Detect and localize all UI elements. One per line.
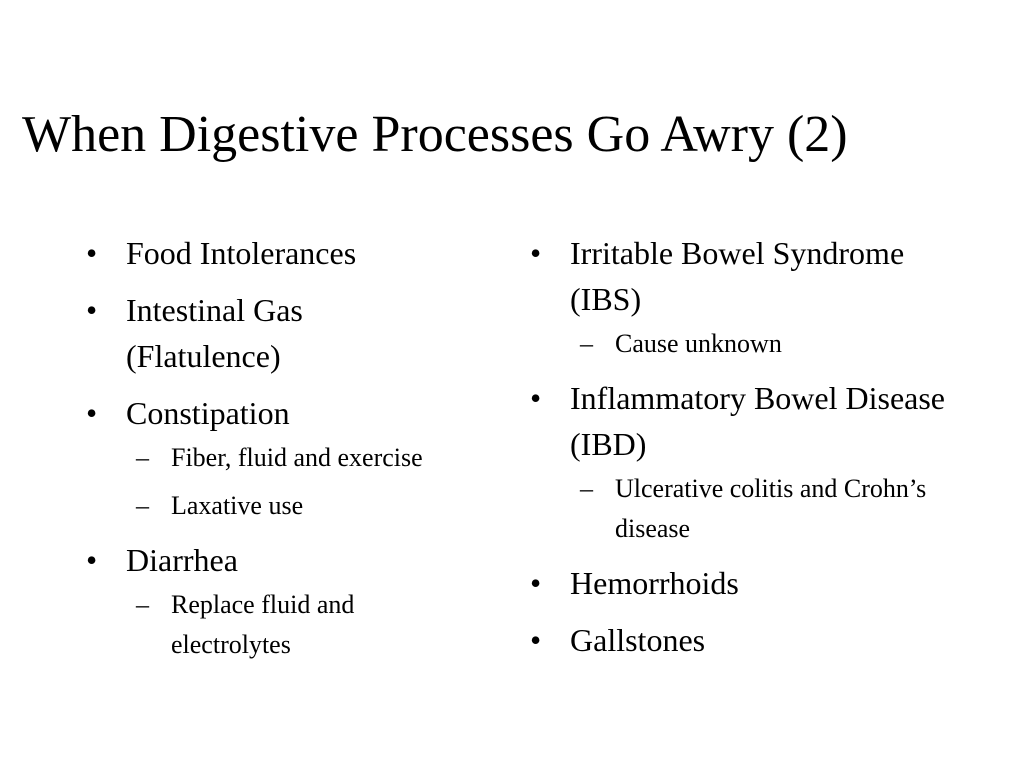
bullet-item [530,375,950,549]
bullet-item [86,230,446,276]
sub-bullet-marker: – [136,590,149,619]
sub-bullet-list [570,324,950,364]
bullet-label: Constipation [126,395,290,431]
sub-bullet-label: Fiber, fluid and exercise [171,443,423,472]
right-bullet-list [530,230,950,674]
bullet-label: Food Intolerances [126,235,357,271]
sub-bullet-list [126,585,446,665]
bullet-marker: • [86,235,98,271]
sub-bullet-item [126,486,446,526]
sub-bullet-label: Replace fluid and electrolytes [171,590,355,659]
sub-bullet-marker: – [136,443,149,472]
sub-bullet-marker: – [136,491,149,520]
bullet-marker: • [530,380,542,416]
bullet-marker: • [86,542,98,578]
bullet-label: Hemorrhoids [570,565,739,601]
slide-title: When Digestive Processes Go Awry (2) [22,106,848,163]
sub-bullet-list [570,469,950,549]
bullet-item [86,287,446,379]
bullet-marker: • [86,292,98,328]
bullet-item [530,230,950,364]
bullet-item [86,390,446,526]
sub-bullet-label: Cause unknown [615,329,782,358]
sub-bullet-item [126,438,446,478]
bullet-label: Gallstones [570,622,706,658]
bullet-label: Diarrhea [126,542,238,578]
bullet-marker: • [86,395,98,431]
sub-bullet-item [570,324,950,364]
bullet-marker: • [530,235,542,271]
bullet-label: Inflammatory Bowel Disease (IBD) [570,380,945,462]
sub-bullet-item [126,585,446,665]
bullet-item [530,560,950,606]
sub-bullet-item [570,469,950,549]
bullet-item [530,617,950,663]
bullet-label: Intestinal Gas (Flatulence) [126,292,303,374]
sub-bullet-label: Ulcerative colitis and Crohn’s disease [615,474,927,543]
bullet-label: Irritable Bowel Syndrome (IBS) [570,235,905,317]
left-bullet-list [86,230,446,676]
sub-bullet-marker: – [580,329,593,358]
sub-bullet-label: Laxative use [171,491,304,520]
sub-bullet-marker: – [580,474,593,503]
sub-bullet-list [126,438,446,526]
bullet-marker: • [530,622,542,658]
bullet-item [86,537,446,665]
bullet-marker: • [530,565,542,601]
